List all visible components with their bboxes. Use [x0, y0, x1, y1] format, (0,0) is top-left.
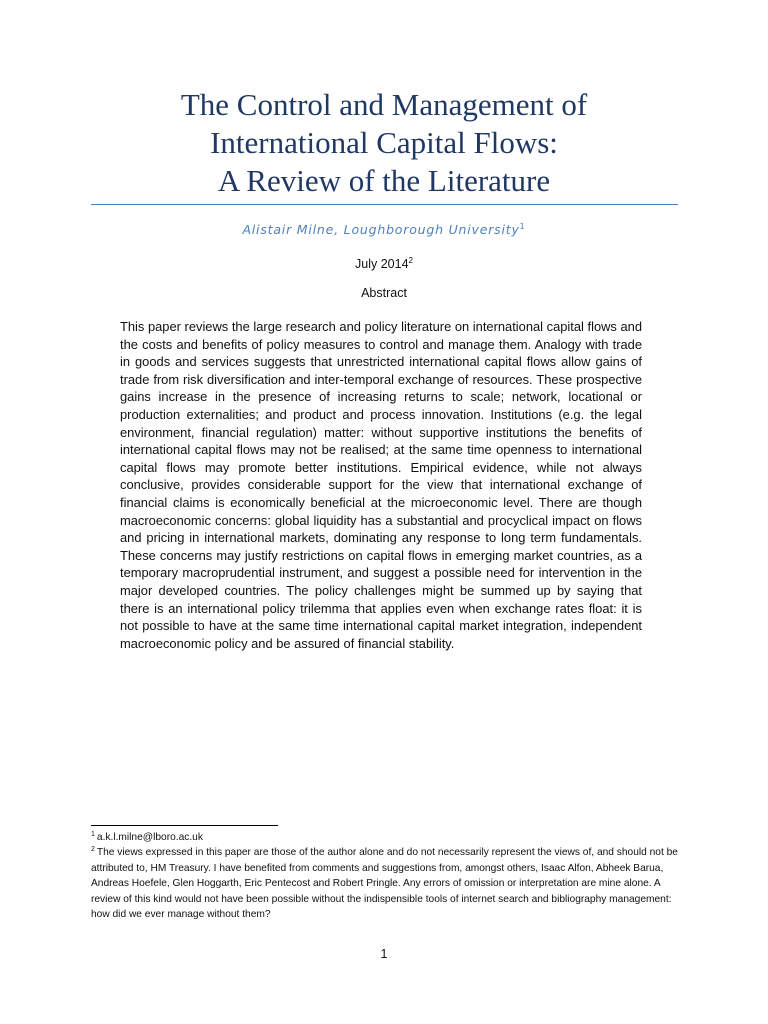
footnote-text: The views expressed in this paper are those of the author alone and do not necessarily represent the views of, and should not be attributed to, HM Treasury. I have benefited from comments and suggestions from, amongst others, Isaac Alfon, Abheek Barua, Andreas Hoefele, Glen Hoggarth, Eric Pentecost and Robert Pringle. Any errors of omission or interpretation are mine alone. A review of this kind would not have been possible without the indispensible tools of internet search and bibliography management: how did we ever manage without them? — [91, 847, 678, 921]
date-footnote-marker: 2 — [408, 255, 413, 265]
footnote-marker: 1 — [91, 830, 95, 838]
title-divider — [91, 204, 678, 205]
author-name: Alistair Milne, Loughborough University — [242, 222, 520, 237]
document-title — [60, 86, 708, 200]
abstract-heading: Abstract — [361, 286, 407, 300]
footnotes — [91, 830, 691, 922]
author-line — [60, 222, 708, 237]
footnote — [91, 830, 691, 845]
page-number: 1 — [380, 947, 388, 961]
author-footnote-marker: 1 — [519, 221, 526, 231]
publication-date — [60, 257, 708, 271]
date-text: July 2014 — [355, 257, 409, 271]
footnote-divider — [91, 825, 278, 826]
title-line: International Capital Flows: — [210, 125, 558, 160]
footnote-marker: 2 — [91, 846, 95, 854]
author-email: a.k.l.milne@lboro.ac.uk — [96, 832, 203, 843]
footnote — [91, 845, 691, 922]
title-line: A Review of the Literature — [217, 163, 551, 198]
abstract-body: This paper reviews the large research and policy literature on international capital flows and the costs and benefits of policy measures to control and manage them. Analogy with trade in goods and services suggests that unrestricted international capital flows allow gains of trade from risk diversification and inter-temporal exchange of resources. These prospective gains increase in the presence of increasing returns to scale; network, locational or production externalities; and product and process innovation. Institutions (e.g. the legal environment, financial regulation) matter: without supportive institutions the benefits of international capital flows may not be realised; at the same time openness to international capital flows may promote better institutions. Empirical evidence, while not always conclusive, provides considerable support for the view that international exchange of financial claims is economically beneficial at the microeconomic level. There are though macroeconomic concerns: global liquidity has a substantial and procyclical impact on flows and pricing in international markets, dominating any response to long term fundamentals. These concerns may justify restrictions on capital flows in emerging market countries, as a temporary macroprudential instrument, and suggest a possible need for intervention in the major developed countries. The policy challenges might be summed up by saying that there is an international policy trilemma that applies even when exchange rates float: it is not possible to have at the same time international capital market integration, independent macroeconomic policy and be assured of financial stability. — [120, 319, 642, 651]
title-line: The Control and Management of — [180, 87, 588, 122]
